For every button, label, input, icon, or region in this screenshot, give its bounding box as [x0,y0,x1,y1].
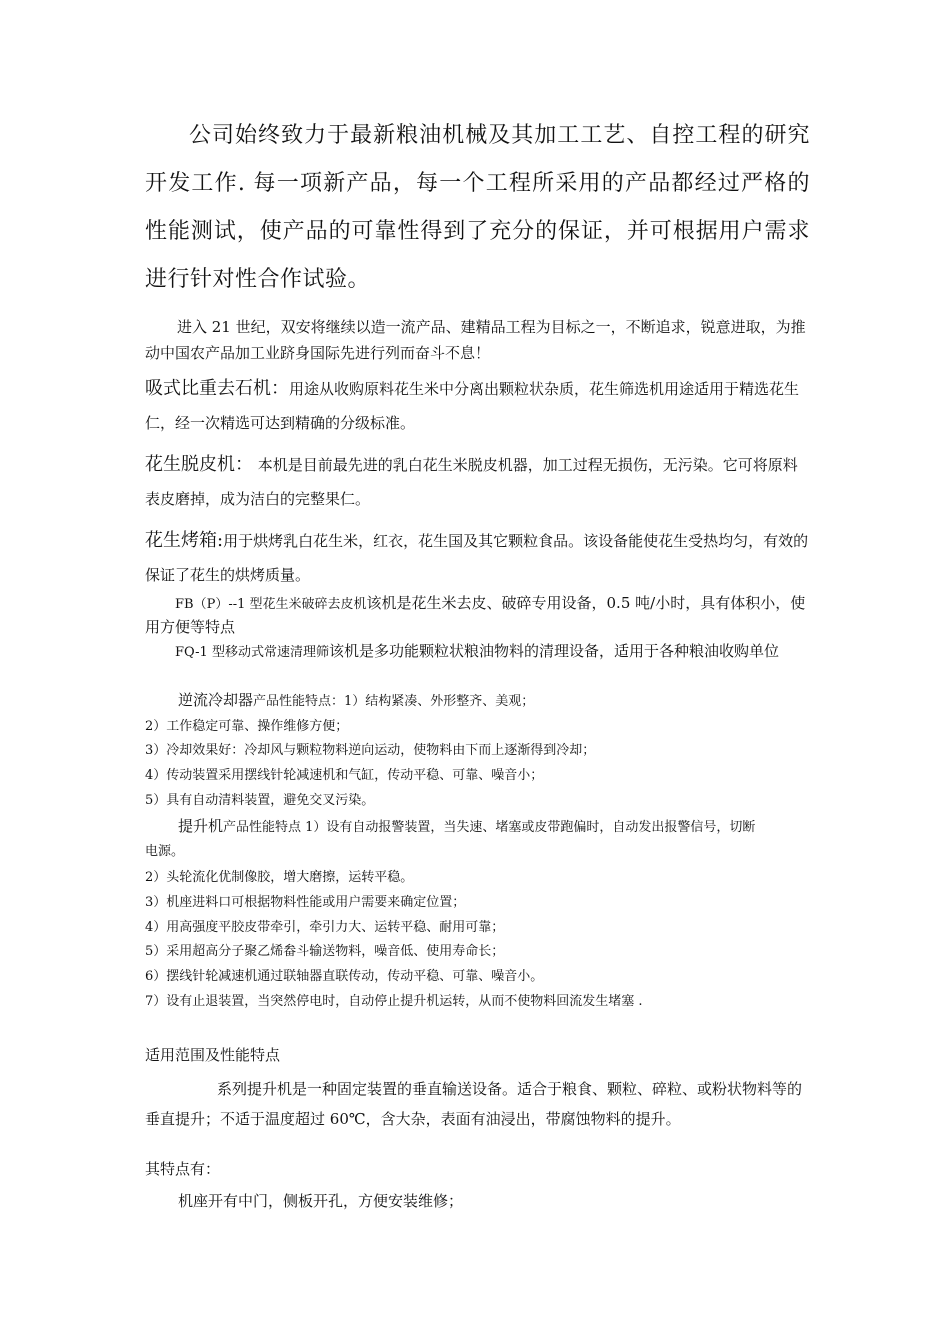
features-title: 其特点有： [145,1160,221,1178]
machine-name: 花生脱皮机： [145,454,253,475]
cooler-point: 3）冷却效果好：冷却风与颗粒物料逆向运动，使物料由下而上逐渐得到冷却； [145,743,596,758]
machine-desc: 用途从收购原料花生米中分离出颗粒状杂质，花生筛选机用途适用于精选花生仁，经一次精选可达到精确的分级标准。 [145,380,800,432]
elevator-point: 7）设有止退装置，当突然停电时，自动停止提升机运转，从而不使物料回流发生堵塞 . [145,994,643,1009]
cooler-heading [178,690,810,712]
machine-item-oven [145,524,810,592]
elevator-intro: 产品性能特点 1）设有自动报警装置，当失速、堵塞或皮带跑偏时，自动发出报警信号，切断 [223,820,756,835]
scope-paragraph: 系列提升机是一种固定装置的垂直输送设备。适合于粮食、颗粒、碎粒、或粉状物料等的垂直提升；不适于温度超过 60℃，含大杂，表面有油浸出，带腐蚀物料的提升。 [145,1080,803,1128]
elevator-heading [178,816,810,838]
fb-crusher-paragraph [145,592,810,639]
elevator-point: 3）机座进料口可根据物料性能或用户需要来确定位置； [145,895,466,910]
elevator-name: 提升机 [178,817,224,835]
machine-desc: 用于烘烤乳白花生米，红衣，花生国及其它颗粒食品。该设备能使花生受热均匀，有效的保证了花生的烘烤质量。 [145,532,809,584]
cooler-intro: 产品性能特点：1）结构紧凑、外形整齐、美观； [253,694,535,709]
intro-paragraph: 公司始终致力于最新粮油机械及其加工工艺、自控工程的研究开发工作. 每一项新产品，每一个工程所采用的产品都经过严格的性能测试，使产品的可靠性得到了充分的保证，并可根据用户需求进行针对性合作试验。 [145,123,810,292]
fq-sieve-paragraph [145,640,810,664]
cooler-point: 2）工作稳定可靠、操作维修方便； [145,719,349,734]
fq-model: FQ-1 型移动式常速清理筛 [175,645,329,660]
cooler-point: 5）具有自动清料装置，避免交叉污染。 [145,793,375,808]
elevator-intro-continued: 电源。 [145,844,185,859]
elevator-point: 5）采用超高分子聚乙烯畚斗输送物料，噪音低、使用寿命长； [145,944,505,959]
cooler-point: 4）传动装置采用摆线针轮减速机和气缸，传动平稳、可靠、噪音小； [145,768,544,783]
elevator-point: 2）头轮流化优制像胶，增大磨擦，运转平稳。 [145,870,414,885]
machine-item-peeler [145,448,810,516]
elevator-point: 6）摆线针轮减速机通过联轴器直联传动，传动平稳、可靠、噪音小。 [145,969,544,984]
machine-item-destoner [145,372,810,440]
fb-desc: 该机是花生米去皮、破碎专用设备，0.5 吨/小时，具有体积小，使用方便等特点 [145,594,806,636]
machine-name: 吸式比重去石机： [145,378,289,399]
cooler-name: 逆流冷却器 [178,691,254,709]
elevator-point: 4）用高强度平胶皮带牵引，牵引力大、运转平稳、耐用可靠； [145,920,505,935]
feature-item: 机座开有中门，侧板开孔，方便安装维修； [178,1192,464,1210]
scope-title: 适用范围及性能特点 [145,1046,281,1064]
machine-desc: 本机是目前最先进的乳白花生米脱皮机器，加工过程无损伤，无污染。它可将原料表皮磨掉，成为洁白的完整果仁。 [145,456,798,508]
machine-name: 花生烤箱: [145,530,224,551]
fq-desc: 该机是多功能颗粒状粮油物料的清理设备，适用于各种粮油收购单位 [328,642,779,660]
fb-model: FB（P）--1 型花生米破碎去皮机 [175,597,367,612]
century-paragraph: 进入 21 世纪，双安将继续以造一流产品、建精品工程为目标之一，不断追求，锐意进取，为推动中国农产品加工业跻身国际先进行列而奋斗不息！ [145,318,806,362]
